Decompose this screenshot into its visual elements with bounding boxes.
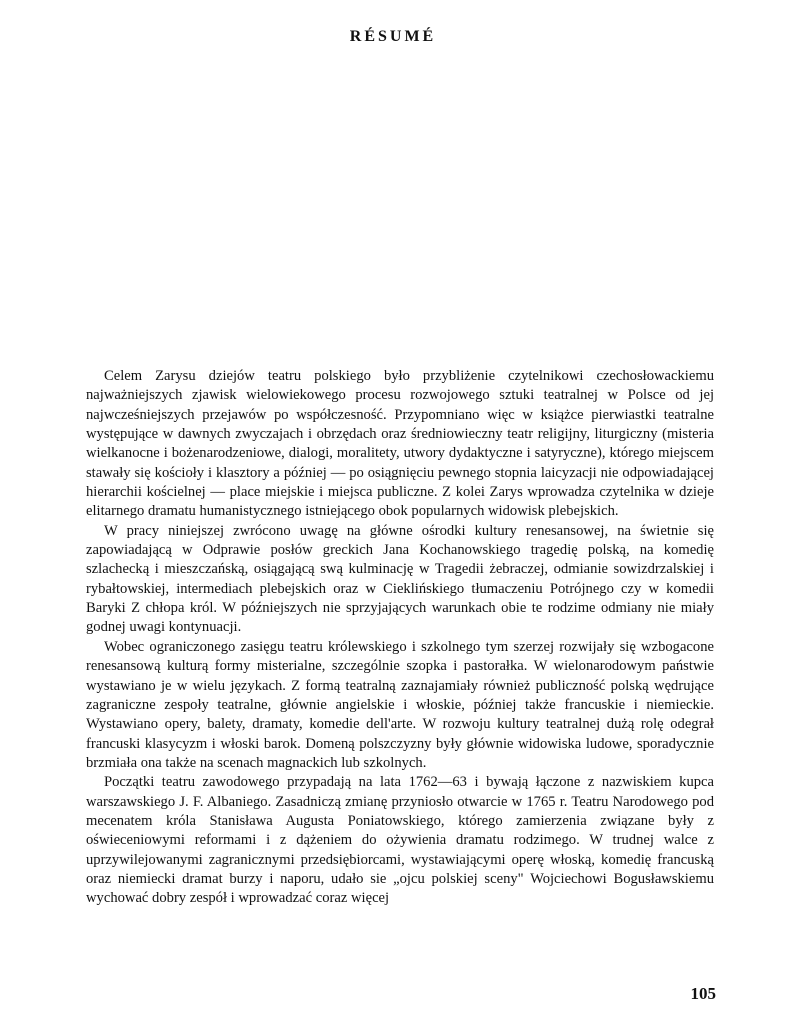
page-number: 105 bbox=[690, 984, 716, 1003]
paragraph-4: Początki teatru zawodowego przypadają na lata 1762—63 i bywają łączone z nazwiskiem kupca warszawskiego J. F. Albaniego. Zasadniczą zmianę przyniosło otwarcie w 1765 r. Teatru Narodowego pod mecenatem króla Stanisława Augusta Poniatowskiego, którego zamierzenia związane były z oświeceniowymi reformami i z dążeniem do ożywienia dramatu rodzimego. W trudnej walce z uprzywilejowanymi zagranicznymi przedsiębiorcami, wystawiającymi operę włoską, komedię francuską oraz niemiecki dramat burzy i naporu, udało sie „ojcu polskiej sceny" Wojciechowi Bogusławskiemu wychować dobry zespół i wprowadzać coraz więcej bbox=[86, 774, 714, 907]
paragraph-1: Celem Zarysu dziejów teatru polskiego było przybliżenie czytelnikowi czechosłowackiemu najważniejszych zjawisk wielowiekowego procesu rozwojowego sztuki teatralnej w Polsce od jej najwcześniejszych przejawów po współczesność. Przypomniano więc w książce pierwiastki teatralne występujące w dawnych zwyczajach i obrzędach oraz średniowieczny teatr religijny, liturgiczny (misteria wielkanocne i bożenarodzeniowe, dialogi, moralitety, utwory dydaktyczne i satyryczne), którego miejscem stawały się kościoły i klasztory a później — po osiągnięciu pewnego stopnia laicyzacji nie odpowiadającej hierarchii kościelnej — place miejskie i miejsca publiczne. Z kolei Zarys wprowadza czytelnika w dzieje elitarnego dramatu humanistycznego istniejącego obok popularnych widowisk plebejskich. bbox=[86, 368, 714, 520]
resume-body bbox=[86, 367, 714, 909]
page-title: RÉSUMÉ bbox=[349, 28, 437, 45]
paragraph-2: W pracy niniejszej zwrócono uwagę na główne ośrodki kultury renesansowej, na świetnie się zapowiadającą w Odprawie posłów greckich Jana Kochanowskiego tragedię polską, na komedię szlachecką i mieszczańską, osiągającą swą kulminację w Tragedii żebraczej, odmianie sowizdrzalskiej i rybałtowskiej, intermediach plebejskich oraz w Cieklińskiego tłumaczeniu Potrójnego czy w komedii Baryki Z chłopa król. W późniejszych nie sprzyjających warunkach obie te rodzime odmiany nie miały godnej uwagi kontynuacji. bbox=[86, 522, 714, 636]
paragraph-3: Wobec ograniczonego zasięgu teatru królewskiego i szkolnego tym szerzej rozwijały się wzbogacone renesansową kulturą formy misterialne, szczególnie szopka i pastorałka. W wielonarodowym państwie wystawiano je w wielu językach. Z formą teatralną zaznajamiały również publiczność polską wędrujące zagraniczne zespoły teatralne, głównie angielskie i włoskie, później także francuskie i niemieckie. Wystawiano opery, balety, dramaty, komedie dell'arte. W rozwoju kultury teatralnej dużą rolę odegrał francuski klasycyzm i włoski barok. Domeną polszczyzny były głównie widowiska ludowe, sporadycznie brzmiała ona także na scenach magnackich lub szkolnych. bbox=[86, 638, 714, 771]
